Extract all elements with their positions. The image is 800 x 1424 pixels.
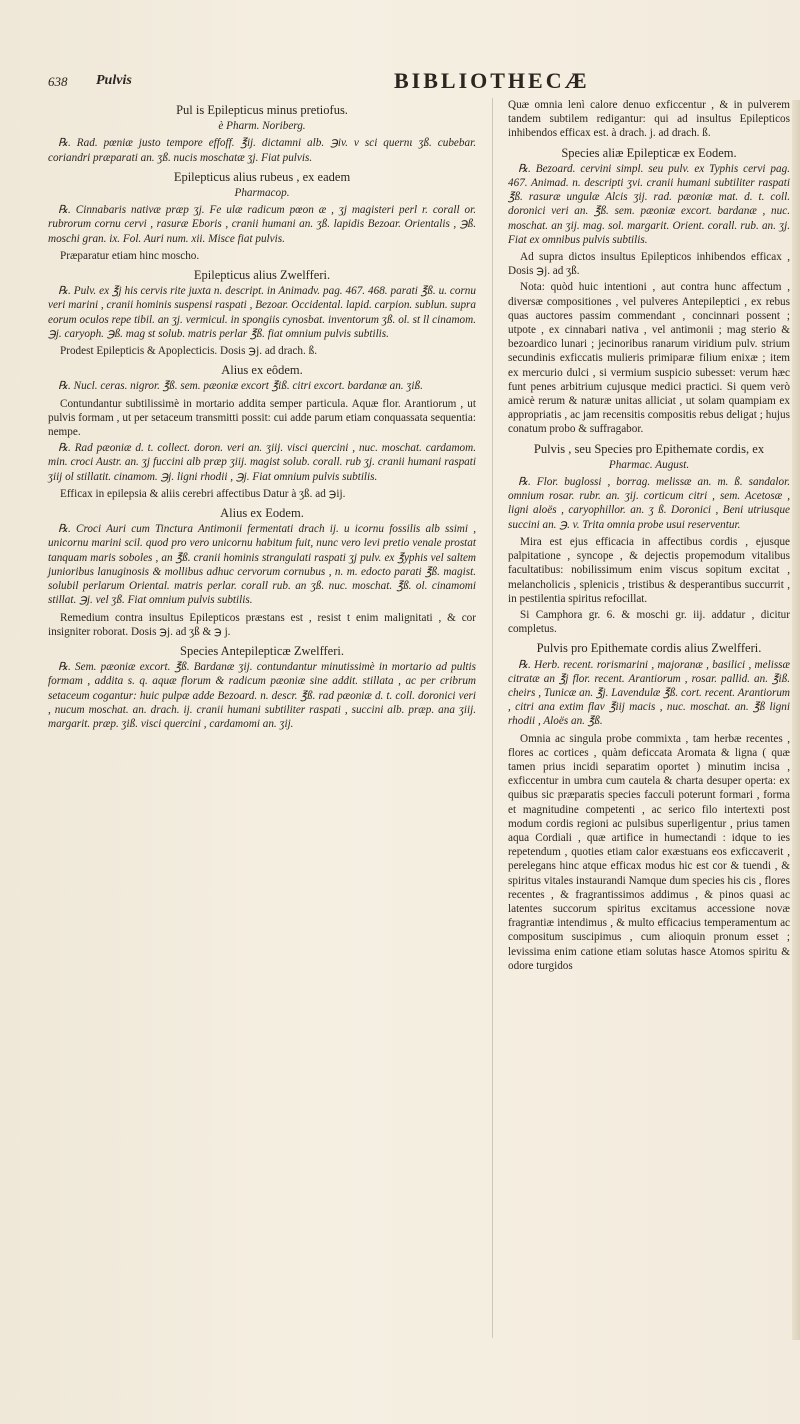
recipe-text: ℞. Flor. buglossi , borrag. melissæ an. m. ß. sandalor. omnium rosar. rubr. an. ʒij. corticum citri , sem. Acetosæ , ligni aloës , caryophillor. an. ʒ ß. Doronici , Beni utriusque succini an. ℈. v. Trita omnia probe usui reserventur. — [508, 476, 790, 531]
source-note: Pharmacop. — [234, 187, 290, 200]
section-heading: Pulvis pro Epithemate cordis alius Zwelfferi. — [536, 641, 762, 656]
recipe-text: ℞. Rad pæoniæ d. t. collect. doron. veri an. ʒiij. visci quercini , nuc. moschat. cardamom. min. croci Austr. an. ʒj fuccini alb præp ʒiij. magist solub. corall. rub ʒj. cranii humani raspati ʒiij ol stillatit. cinamom. ℈j. ligni rhodii , ℈j. Fiat omnium pulvis subtilis. — [48, 442, 476, 483]
recipe-text: ℞. Pulv. ex ℥j his cervis rite juxta n. descript. in Animadv. pag. 467. 468. parati ℥ß. u. cornu veri marini , cranii hominis suspensi raspati , Bezoar. Occidental. lapid. carpion. sublun. supra eorum oculos repe tibil. an ʒj. vermicul. in spongiis cynosbat. inventorum ʒß. ol. st ll cinamom. ℈j. caryoph. ℈ß. mag st solub. matris perlar ℥ß. fiat omnium pulvis subtilis. — [48, 285, 476, 340]
paragraph: Prodest Epilepticis & Apoplecticis. Dosis ℈j. ad drach. ß. — [60, 345, 318, 358]
right-column — [508, 98, 790, 1338]
paragraph: Contundantur subtilissimè in mortario addita semper particula. Aquæ flor. Arantiorum , ut pulvis formam , ut per setaceum transmitti possit: cui adde parum etiam conquassata sequentia: nempe. — [48, 397, 476, 439]
section-heading: Pul is Epilepticus minus pretiofus. — [176, 103, 348, 117]
recipe-text: ℞. Nucl. ceras. nigror. ℥ß. sem. pæoniæ excort ℥iß. citri excort. bardanæ an. ʒiß. — [58, 380, 423, 393]
paragraph: Efficax in epilepsia & aliis cerebri affectibus Datur à ʒß. ad ℈ij. — [60, 487, 346, 500]
page-edge — [792, 100, 800, 1340]
paragraph: Præparatur etiam hinc moscho. — [60, 249, 200, 262]
recipe-text: ℞. Bezoard. cervini simpl. seu pulv. ex Typhis cervi pag. 467. Animad. n. descripti ʒvi. cranii humani subtiliter raspati ℥ß. rasuræ ungulæ Alcis ʒij. rad. pæoniæ mat. d. t. coll. doronici veri an. ℥ß. sem. pæoniæ excort. bardanæ , nuc. moschat. an ʒij. mag. sol. margarit. Orient. corall. rub. an. ʒj. Fiat ex omnibus pulvis subtilis. — [508, 162, 790, 246]
left-column — [48, 98, 476, 734]
page-number: 638 — [48, 74, 68, 89]
section-heading: Pulvis , seu Species pro Epithemate cordis, ex — [533, 441, 765, 456]
section-heading: Species aliæ Epilepticæ ex Eodem. — [561, 145, 737, 160]
paragraph: Nota: quòd huic intentioni , aut contra hunc affectum , diversæ compositiones , vel pulveres Antepileptici , ex rebus quas auctores passim commendant , concinnari possent ; utpote , ex cinnabari nativa , vel antimonii ; mag sterio & bezoardico lunari ; jecinoribus ranarum viridium pulv. strium secundinis exficcatis mulieris primiparæ filium enixæ ; item ex mercurio dulci , si vermium suspicio subesset: verum hæc funt penes arbitrium cujusque medici practici. Si quem verò amicè rerum & naturæ unitas alliciat , ut solam quampiam ex appropriatis , ac jam recensitis compositis rebus deligat ; hujus conatum probo & suffragabor. — [508, 281, 790, 436]
section-heading: Alius ex eôdem. — [221, 363, 303, 378]
running-head: Pulvis — [96, 73, 132, 88]
page-header — [48, 70, 788, 94]
recipe-text: ℞. Sem. pæoniæ excort. ℥ß. Bardanæ ʒij. contundantur minutissimè in mortario ad pultis formam , addita s. q. aquæ florum & radicum pæoniæ sine addit. stillata , ac per cribrum setaceum cogantur: huic pulpæ adde Bezoard. n. descr. ℥ß. rad pæoniæ d. t. coll. doronici veri , nucum moschat. an. drach. ij. cranii humani subtiliter raspati , succini alb. præp. ana ʒiij. margarit. præp. ʒiß. visci quercini , cardamomi an. ʒij. — [48, 661, 476, 730]
recipe-text: ℞. Cinnabaris nativæ præp ʒj. Fe ulæ radicum pœon æ , ʒj magisteri perl r. corall or. rubrorum cornu cervi , rasuræ Eboris , cranii humani an. ʒß. lapidis Bezoar. Orientalis , ℈ß. moschi gran. ix. Fol. Auri num. xii. Misce fiat pulvis. — [48, 204, 476, 245]
section-heading: Species Antepilepticæ Zwelfferi. — [180, 643, 344, 658]
section-heading: Epilepticus alius rubeus , ex eadem — [173, 169, 351, 184]
section-heading: Alius ex Eodem. — [220, 506, 304, 521]
source-note: Pharmac. August. — [608, 458, 690, 471]
paragraph: Mira est ejus efficacia in affectibus cordis , ejusque palpitatione , syncope , & dejectis propemodum vitalibus facultatibus: nobilissimum enim viscus sopitum excitat , melancholicis , splenicis , tristibus & desperantibus succurrit , in pestilentia spiritus refocillat. — [508, 535, 790, 605]
source-note: è Pharm. Noriberg. — [218, 120, 306, 133]
section-heading: Epilepticus alius Zwelfferi. — [193, 268, 331, 283]
paragraph: Omnia ac singula probe commixta , tam herbæ recentes , flores ac cortices , quàm deficcata Aromata & ligna ( quæ tamen prius incidi separatim oportet ) minutim incisa , exficcentur in umbra cum cautela & charta desuper operta: ex quibus sic præparatis species facculi poterunt formari , forma et magnitudine competenti , ac serico filo intertexti post modum cordis regioni ac pulsibus superligentur , prius tamen aqua Cordiali , quæ artifice in humectandi : idque to ies repetendum , quoties etiam calor exæstuans eos exficcaverit , perelegans hinc atque efficax modus hic est cor & tuendi , & spiritus vitales instaurandi Namque dum species his cis , flores recentes , & fragrantissimos addimus , & pinos quasi ac latentes succorum spiritus excitamus accessione novæ fragrantiæ intendimus , & multo efficacius temperamentum ac compositum suscipimus , cum alioquin pronum esset ; levissima enim catione etiam solutas hasce Atomos spiritu & odore turgidos — [508, 732, 790, 972]
page-title: BIBLIOTHECÆ — [394, 68, 590, 93]
recipe-text: ℞. Rad. pœniæ justo tempore effoff. ℥ij. dictamni alb. ℈iv. v sci quernι ʒß. cubebar. coriandri præparati an. ʒß. nucis moschatæ ʒj. Fiat pulvis. — [48, 137, 476, 164]
recipe-text: ℞. Herb. recent. rorismarini , majoranæ , basilici , melissæ citratæ an ℥j flor. recent. Arantiorum , rosar. pallid. an. ℥iß. cheirs , Tunicæ an. ℥j. Lavendulæ ℥ß. cort. recent. Arantiorum , citri ana extim flav ℥iij macis , nuc. moschat. an. ℥ß ligni rhodii , Aloës an. ℥ß. — [508, 658, 790, 728]
paragraph: Quæ omnia lenì calore denuo exficcentur , & in pulverem tandem subtilem redigantur: qui ad insultus Epilepticos inhibendos efficax est. à drach. j. ad drach. ß. — [508, 99, 790, 140]
recipe-text: ℞. Croci Auri cum Tinctura Antimonii fermentati drach ij. u icornu fossilis alb ssimi , unicornu marini scil. quod pro vero unicornu habitum fuit, nunc vero levi pretio venale prostat tanquam maris soboles , an ℥ß. cranii hominis strangulati raspati ʒj pulv. ex ℥yphis vel saltem junioribus lanuginosis & mollibus adhuc cervorum cornubus , n. m. edocto parati ℥ß. magist. solubil perlarum Oriental. matris perlar. corall rub. an ʒß. nuc. moschat. ℥ß. ol. cinamomi stillat. ℈j. vel ʒß. Fiat omnium pulvis subtilis. — [48, 523, 476, 607]
paragraph: Remedium contra insultus Epilepticos præstans est , resist t enim malignitati , & cor insigniter roborat. Dosis ℈j. ad ʒß & ℈ j. — [48, 611, 476, 638]
paragraph: Ad supra dictos insultus Epilepticos inhibendos efficax , Dosis ℈j. ad ʒß. — [508, 251, 790, 278]
paragraph: Si Camphora gr. 6. & moschi gr. iij. addatur , dicitur completus. — [508, 608, 790, 636]
column-divider — [492, 98, 493, 1338]
